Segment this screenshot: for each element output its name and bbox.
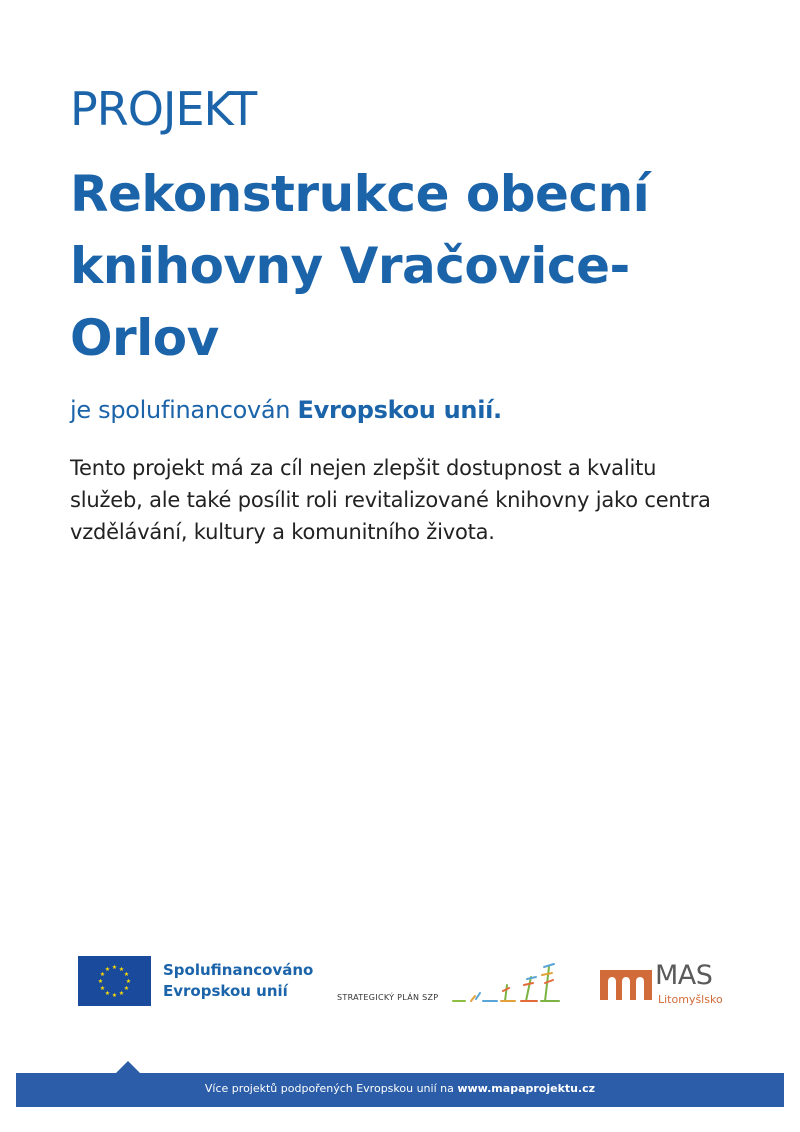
footer-link[interactable]: www.mapaprojektu.cz bbox=[457, 1082, 596, 1095]
mas-subname: Litomyšlsko bbox=[658, 993, 723, 1006]
svg-text:★: ★ bbox=[104, 990, 111, 997]
strategic-plan-logo bbox=[337, 955, 577, 1005]
svg-text:★: ★ bbox=[111, 992, 118, 999]
project-kicker: PROJEKT bbox=[70, 82, 257, 136]
eu-logo-text bbox=[163, 960, 313, 1002]
eu-logo-line2: Evropskou unií bbox=[163, 982, 288, 1000]
cofinancing-emphasis: Evropskou unií. bbox=[297, 396, 502, 424]
svg-text:★: ★ bbox=[123, 971, 130, 978]
svg-text:★: ★ bbox=[118, 990, 125, 997]
sprouting-plants-icon bbox=[449, 955, 574, 1005]
mas-logo bbox=[598, 960, 738, 1010]
svg-text:★: ★ bbox=[123, 985, 130, 992]
svg-text:★: ★ bbox=[97, 978, 104, 985]
mas-name: MAS bbox=[655, 960, 713, 991]
cofinancing-statement bbox=[70, 396, 502, 424]
eu-logo-line1: Spolufinancováno bbox=[163, 961, 314, 979]
svg-text:★: ★ bbox=[118, 966, 125, 973]
footer-label: Více projektů podpořených Evropskou unií na bbox=[204, 1082, 458, 1095]
svg-text:★: ★ bbox=[104, 966, 111, 973]
svg-text:★: ★ bbox=[111, 964, 118, 971]
project-description: Tento projekt má za cíl nejen zlepšit dostupnost a kvalitu služeb, ale také posílit roli revitalizované knihovny jako centra vzdělávání, kultury a komunitního života. bbox=[70, 456, 711, 544]
footer-bar bbox=[16, 1073, 784, 1107]
strategic-plan-label: STRATEGICKÝ PLÁN SZP bbox=[337, 993, 439, 1002]
cofinancing-prefix: je spolufinancován bbox=[70, 396, 298, 424]
project-title: Rekonstrukce obecní knihovny Vračovice-Orlov bbox=[70, 165, 650, 367]
arches-icon bbox=[598, 964, 654, 1000]
footer-text bbox=[16, 1082, 784, 1095]
svg-text:★: ★ bbox=[99, 971, 106, 978]
footer-notch bbox=[116, 1061, 140, 1073]
svg-text:★: ★ bbox=[99, 985, 106, 992]
svg-text:★: ★ bbox=[125, 978, 132, 985]
eu-flag-icon bbox=[78, 956, 151, 1006]
eu-cofinancing-logo bbox=[78, 956, 313, 1006]
